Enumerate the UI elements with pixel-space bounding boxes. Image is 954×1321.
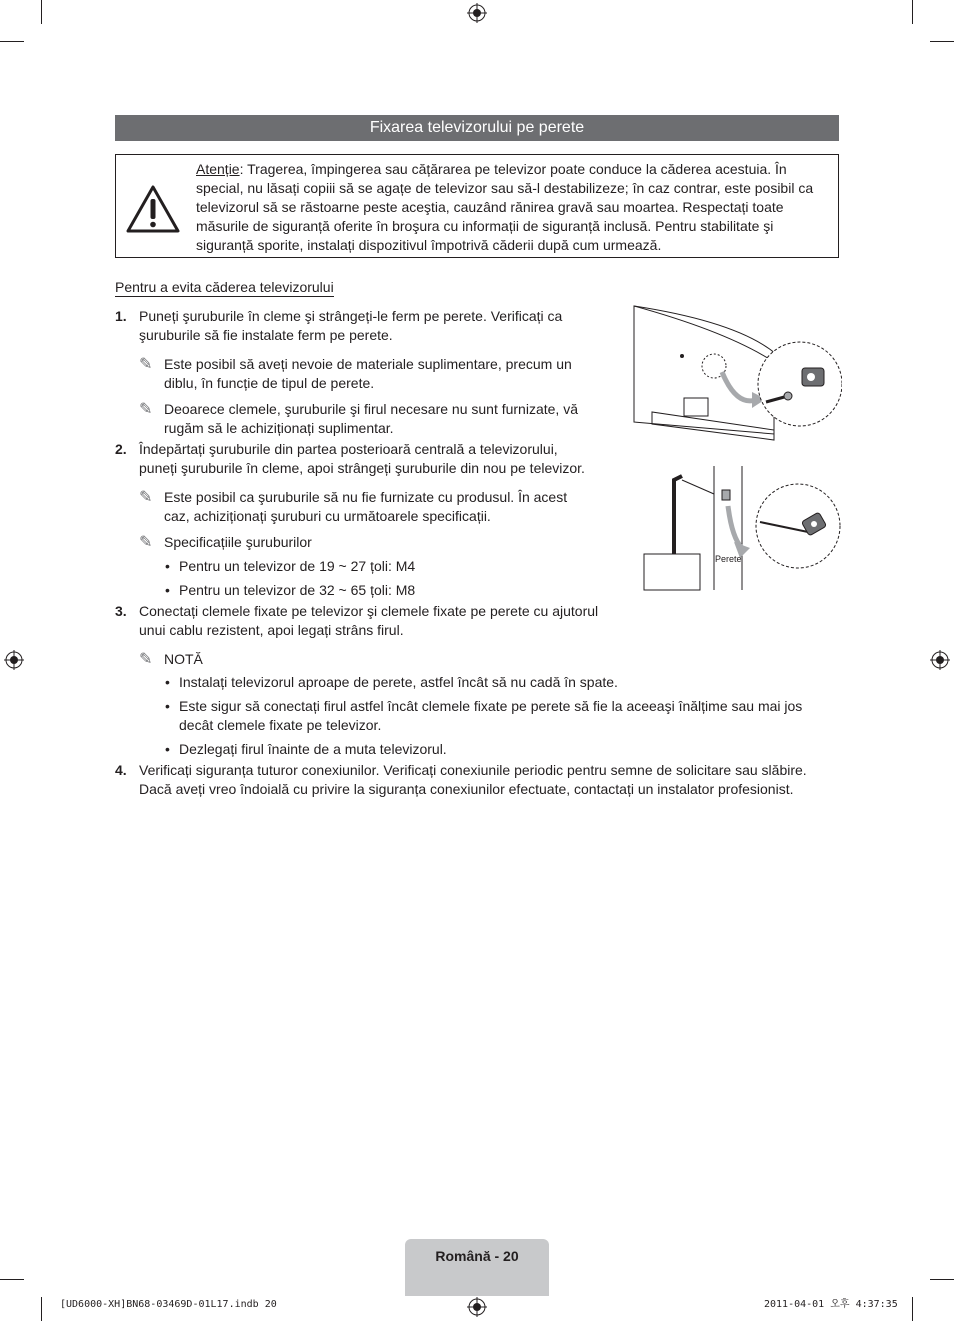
step-number: 1. bbox=[115, 308, 127, 324]
list-item-text: Instalați televizorul aproape de perete, astfel încât să nu cadă în spate. bbox=[179, 674, 618, 690]
step-line: Dacă aveți vreo îndoială cu privire la siguranța conexiunilor efectuate, contactați un instalator profesionist. bbox=[139, 781, 794, 797]
print-slug: [UD6000-XH]BN68-03469D-01L17.indb 20 bbox=[60, 1299, 277, 1310]
step-line: unui cablu rezistent, apoi legați strâns firul. bbox=[139, 622, 404, 638]
crop-mark bbox=[41, 1297, 42, 1321]
note-line: Specificațiile şuruburilor bbox=[164, 534, 312, 550]
warning-triangle-icon bbox=[125, 184, 181, 234]
tv-back-illustration bbox=[628, 302, 842, 448]
list-item-text: Dezlegați firul înainte de a muta televizorul. bbox=[179, 741, 447, 757]
pencil-note-icon: ✎ bbox=[139, 651, 153, 668]
list-item-text: Este sigur să conectați firul astfel încât clemele fixate pe perete să fie la aceeaşi înălțime sau mai jos bbox=[179, 698, 803, 714]
note-line: caz, achiziționați şuruburi cu următoarele specificații. bbox=[164, 508, 491, 524]
wall-side-illustration bbox=[642, 466, 842, 592]
step-line: Îndepărtați şuruburile din partea posterioară centrală a televizorului, bbox=[139, 441, 558, 457]
step-line: Conectați clemele fixate pe televizor şi clemele fixate pe perete cu ajutorul bbox=[139, 603, 599, 619]
step-line: Puneți şuruburile în cleme şi strângeți-le ferm pe perete. Verificați ca bbox=[139, 308, 563, 324]
subheading: Pentru a evita căderea televizorului bbox=[115, 279, 334, 295]
note-line: Este posibil ca şuruburile să nu fie furnizate cu produsul. În acest bbox=[164, 489, 568, 505]
registration-mark-icon bbox=[930, 650, 950, 670]
bullet: • bbox=[165, 674, 170, 690]
crop-mark bbox=[41, 0, 42, 24]
crop-mark bbox=[0, 41, 24, 42]
section-title: Fixarea televizorului pe perete bbox=[115, 115, 839, 141]
crop-mark bbox=[930, 1279, 954, 1280]
print-timestamp: 2011-04-01 오후 4:37:35 bbox=[764, 1299, 898, 1310]
crop-mark bbox=[912, 0, 913, 24]
note-line: Deoarece clemele, şuruburile şi firul necesare nu sunt furnizate, vă bbox=[164, 401, 578, 417]
step-number: 3. bbox=[115, 603, 127, 619]
crop-mark bbox=[0, 1279, 24, 1280]
list-item-text: Pentru un televizor de 32 ~ 65 țoli: M8 bbox=[179, 582, 416, 598]
step-line: şuruburile să fie instalate ferm pe perete. bbox=[139, 327, 393, 343]
caution-box bbox=[115, 154, 839, 258]
page-number: Română - 20 bbox=[405, 1239, 549, 1296]
note-line: rugăm să le achiziționați suplimentar. bbox=[164, 420, 394, 436]
bullet: • bbox=[165, 558, 170, 574]
pencil-note-icon: ✎ bbox=[139, 534, 153, 551]
step-number: 2. bbox=[115, 441, 127, 457]
list-item-text: decât clemele fixate pe televizor. bbox=[179, 717, 382, 733]
note-line: Este posibil să aveți nevoie de materiale suplimentare, precum un bbox=[164, 356, 572, 372]
registration-mark-icon bbox=[467, 3, 487, 23]
registration-mark-icon bbox=[4, 650, 24, 670]
pencil-note-icon: ✎ bbox=[139, 489, 153, 506]
note-line: diblu, în funcție de tipul de perete. bbox=[164, 375, 375, 391]
registration-mark-icon bbox=[467, 1297, 487, 1317]
caution-label: Atenție bbox=[196, 161, 240, 177]
caution-body: : Tragerea, împingerea sau cățărarea pe televizor poate conduce la căderea acestuia. În special, nu lăsați copiii să se agațe de televizor sau să-l destabilizeze; în caz contrar, este posibil ca televizorul să se răstoarne peste aceştia, cauzând rănirea gravă sau moartea. Respectați toate măsurile de siguranță oferite în broşura cu informații de siguranță inclusă. Pentru stabilitate şi siguranță sporite, instalați dispozitivul împotrivă căderii după cum urmează. bbox=[196, 161, 814, 253]
bullet: • bbox=[165, 741, 170, 757]
caution-text bbox=[196, 160, 834, 255]
list-item-text: Pentru un televizor de 19 ~ 27 țoli: M4 bbox=[179, 558, 416, 574]
crop-mark bbox=[930, 41, 954, 42]
crop-mark bbox=[912, 1297, 913, 1321]
pencil-note-icon: ✎ bbox=[139, 401, 153, 418]
pencil-note-icon: ✎ bbox=[139, 356, 153, 373]
step-line: Verificați siguranța tuturor conexiunilor. Verificați conexiunile periodic pentru semne de solicitare sau slăbire. bbox=[139, 762, 807, 778]
step-line: puneți şuruburile în cleme, apoi strângeți şuruburile din nou pe televizor. bbox=[139, 460, 585, 476]
bullet: • bbox=[165, 582, 170, 598]
bullet: • bbox=[165, 698, 170, 714]
wall-label: Perete bbox=[715, 554, 742, 564]
step-number: 4. bbox=[115, 762, 127, 778]
note-heading: NOTĂ bbox=[164, 651, 203, 667]
